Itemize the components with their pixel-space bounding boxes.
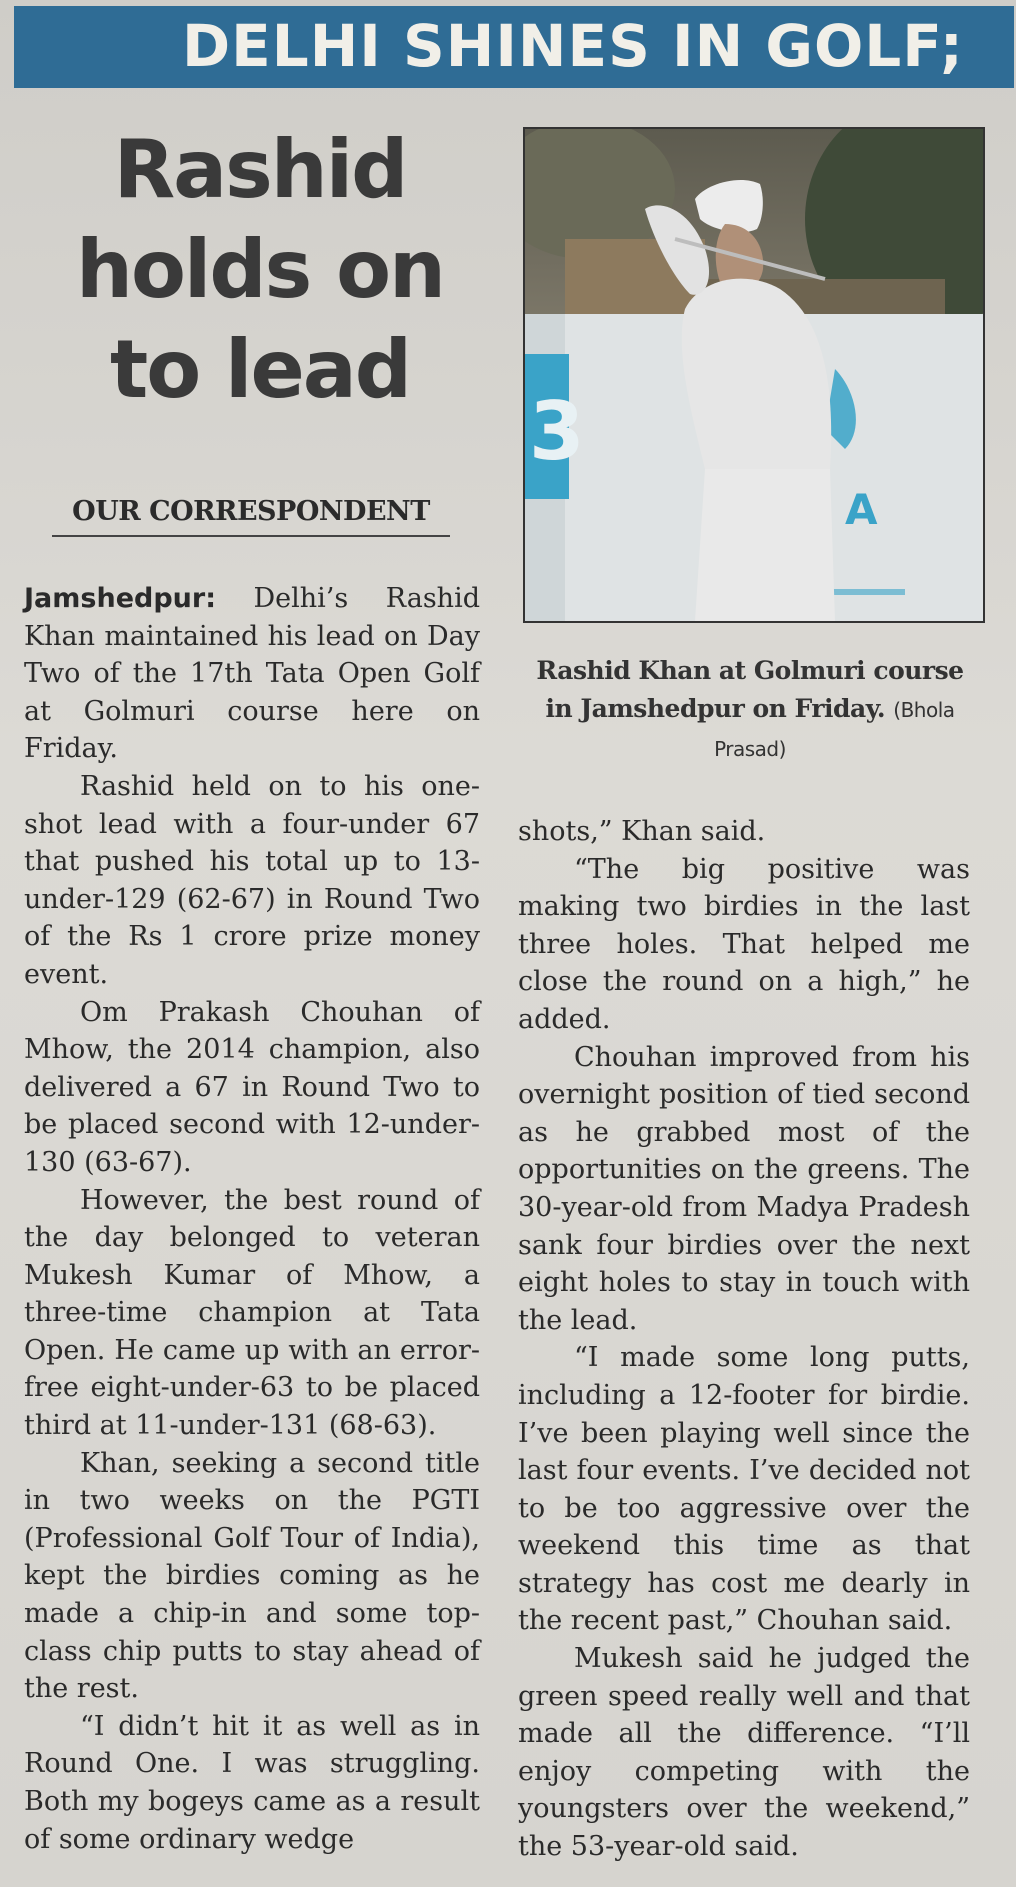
article-column-right xyxy=(518,813,970,1866)
board-letter: A xyxy=(845,485,878,534)
article-column-left xyxy=(24,580,480,1858)
article-paragraph: However, the best round of the day belonged to veteran Mukesh Kumar of Mhow, a three-time champion at Tata Open. He came up with an error-free eight-under-63 to be placed third at 11-under-131 (68-63). xyxy=(24,1184,480,1442)
banner-title: DELHI SHINES IN GOLF; xyxy=(182,12,964,80)
photo-credit: (Bhola Prasad) xyxy=(714,698,955,761)
article-paragraph: Chouhan improved from his overnight position of tied second as he grabbed most of the opportunities on the greens. The 30-year-old from Madya Pradesh sank four birdies over the next eight holes to stay in touch with the lead. xyxy=(518,1041,970,1336)
board-number: 3 xyxy=(529,385,585,478)
headline-line-1: Rashid xyxy=(113,123,407,216)
dateline: Jamshedpur: xyxy=(24,583,216,614)
article-paragraph: Mukesh said he judged the green speed really well and that made all the difference. “I’ll enjoy competing with the youngsters over the weekend,” the 53-year-old said. xyxy=(518,1643,970,1863)
headline-line-3: to lead xyxy=(110,323,410,416)
article-paragraph: Khan, seeking a second title in two weeks on the PGTI (Professional Golf Tour of India), kept the birdies coming as he made a chip-in and some top-class chip putts to stay ahead of the rest. xyxy=(24,1447,480,1705)
section-banner xyxy=(14,6,1014,88)
caption-text: Rashid Khan at Golmuri course in Jamshedpur on Friday. xyxy=(536,656,964,723)
article-paragraph: Om Prakash Chouhan of Mhow, the 2014 champion, also delivered a 67 in Round Two to be placed second with 12-under-130 (63-67). xyxy=(24,996,480,1178)
article-paragraph: shots,” Khan said. xyxy=(518,816,766,847)
article-paragraph: Rashid held on to his one-shot lead with a four-under 67 that pushed his total up to 13-under-129 (62-67) in Round Two of the Rs 1 crore prize money event. xyxy=(24,770,480,990)
golfer-photo xyxy=(523,127,985,623)
byline: OUR CORRESPONDENT xyxy=(52,496,450,537)
headline xyxy=(60,120,460,420)
headline-line-2: holds on xyxy=(76,223,444,316)
article-paragraph: Jamshedpur: Delhi’s Rashid Khan maintained his lead on Day Two of the 17th Tata Open Golf at Golmuri course here on Friday. xyxy=(24,583,480,765)
article-paragraph: “The big positive was making two birdies in the last three holes. That helped me close the round on a high,” he added. xyxy=(518,853,970,1035)
article-paragraph: “I made some long putts, including a 12-footer for birdie. I’ve been playing well since the last four events. I’ve decided not to be too aggressive over the weekend this time as that strategy has cost me dearly in the recent past,” Chouhan said. xyxy=(518,1342,970,1637)
article-paragraph: “I didn’t hit it as well as in Round One. I was struggling. Both my bogeys came as a result of some ordinary wedge xyxy=(24,1710,480,1855)
photo-caption xyxy=(530,652,970,768)
